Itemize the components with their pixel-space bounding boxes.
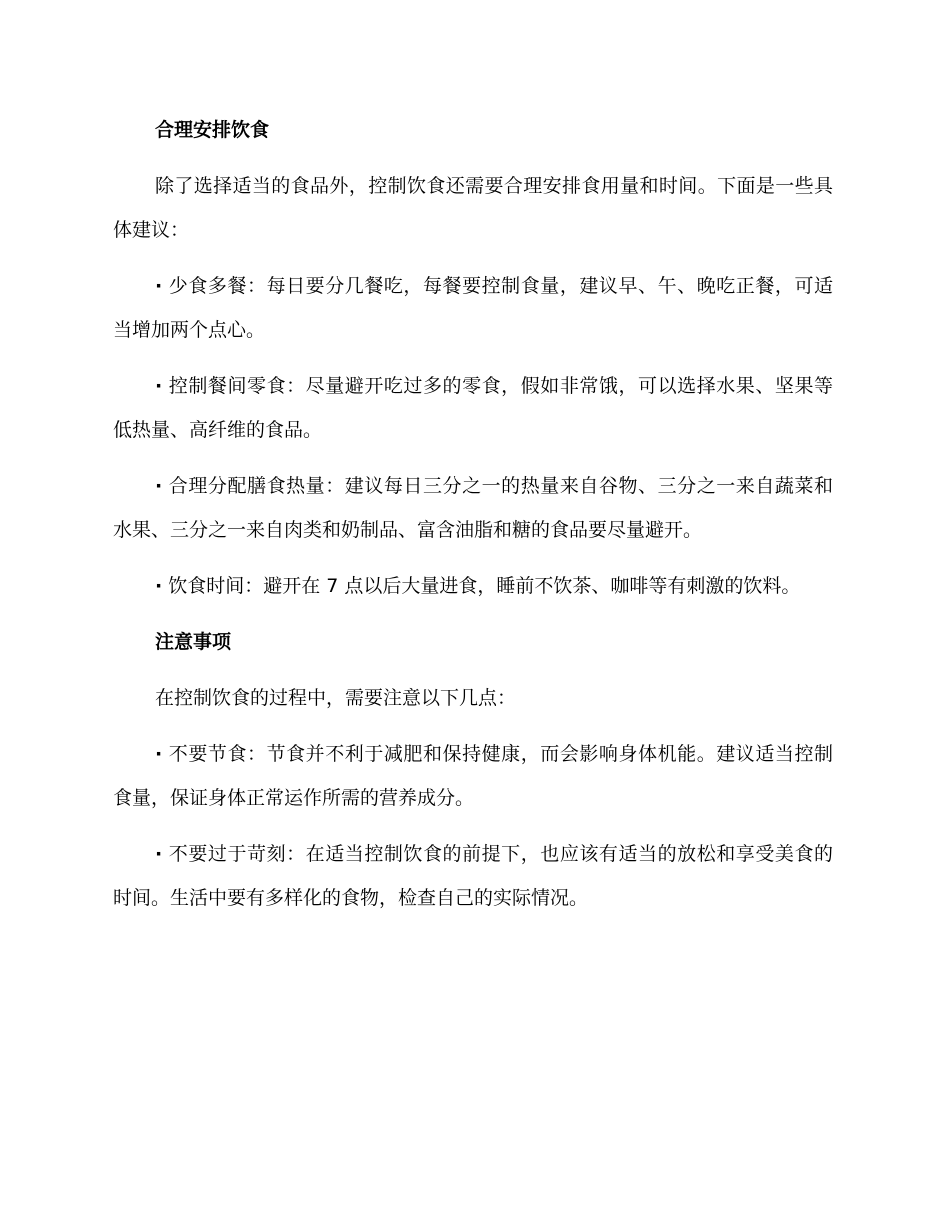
bullet-text: 少食多餐：每日要分几餐吃，每餐要控制食量，建议早、午、晚吃正餐，可适当增加两个点心。	[113, 275, 833, 341]
bullet-dot: ·	[155, 843, 163, 865]
bullet-dot: ·	[155, 375, 163, 397]
bullet-item-snacks	[113, 364, 833, 452]
bullet-item-meal-timing	[113, 564, 833, 608]
section-intro-paragraph: 除了选择适当的食品外，控制饮食还需要合理安排食用量和时间。下面是一些具体建议：	[113, 175, 833, 241]
bullet-item-calorie-distribution	[113, 464, 833, 552]
bullet-dot: ·	[155, 475, 163, 497]
bullet-item-small-meals	[113, 264, 833, 352]
bullet-dot: ·	[155, 275, 163, 297]
bullet-text: 不要节食：节食并不利于减肥和保持健康，而会影响身体机能。建议适当控制食量，保证身体正常运作所需的营养成分。	[113, 743, 833, 809]
document-body	[113, 108, 833, 932]
bullet-text: 不要过于苛刻：在适当控制饮食的前提下，也应该有适当的放松和享受美食的时间。生活中要有多样化的食物，检查自己的实际情况。	[113, 843, 833, 909]
bullet-item-not-too-strict	[113, 832, 833, 920]
bullet-text: 控制餐间零食：尽量避开吃过多的零食，假如非常饿，可以选择水果、坚果等低热量、高纤维的食品。	[113, 375, 833, 441]
bullet-text: 饮食时间：避开在 7 点以后大量进食，睡前不饮茶、咖啡等有刺激的饮料。	[162, 575, 801, 597]
bullet-text: 合理分配膳食热量：建议每日三分之一的热量来自谷物、三分之一来自蔬菜和水果、三分之一来自肉类和奶制品、富含油脂和糖的食品要尽量避开。	[113, 475, 833, 541]
section-heading-diet-arrangement: 合理安排饮食	[155, 119, 270, 141]
bullet-item-no-fasting	[113, 732, 833, 820]
section-heading-notes: 注意事项	[155, 631, 232, 653]
bullet-dot: ·	[155, 743, 163, 765]
section-intro-paragraph: 在控制饮食的过程中，需要注意以下几点：	[155, 687, 517, 709]
bullet-dot: ·	[155, 575, 163, 597]
